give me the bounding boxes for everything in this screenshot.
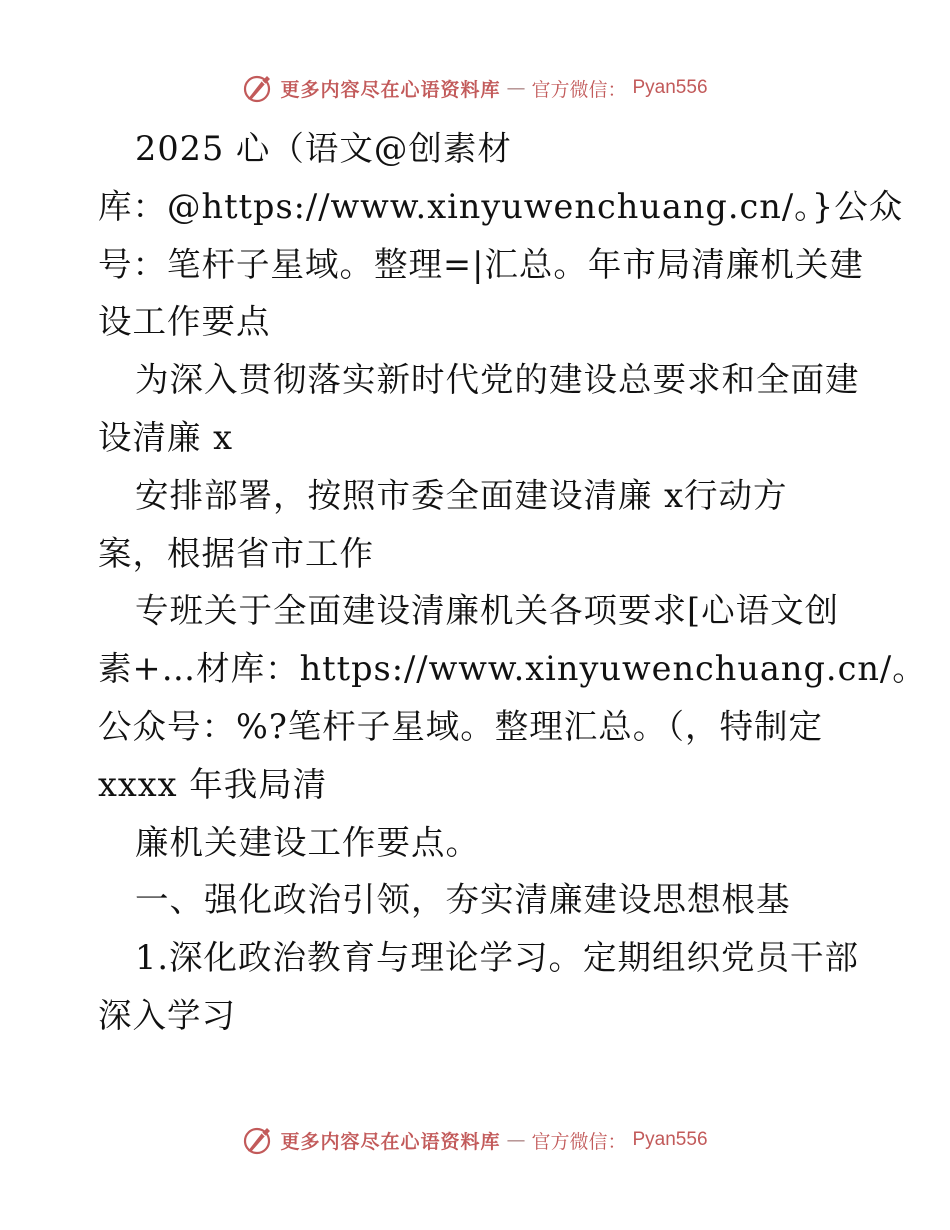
doc-line-12: xxxx 年我局清 [98, 764, 328, 804]
doc-line-13: 廉机关建设工作要点。 [135, 822, 480, 862]
doc-line-11: 公众号：%?笔杆子星域。整理汇总。（，特制定 [98, 706, 824, 746]
banner-dash: — [506, 1129, 526, 1151]
banner-wechat-id: Pyan556 [632, 1129, 708, 1150]
doc-line-2: 库：@https://www.xinyuwenchuang.cn/。}公众 [98, 186, 904, 226]
doc-line-7: 安排部署，按照市委全面建设清廉 x行动方 [135, 475, 788, 515]
footer-watermark-banner [0, 1124, 950, 1156]
doc-line-16: 深入学习 [98, 995, 236, 1035]
banner-official-label: 官方微信： [531, 78, 627, 101]
doc-line-10: 素+…材库：https://www.xinyuwenchuang.cn/。 [98, 649, 927, 689]
banner-main-text: 更多内容尽在心语资料库 [280, 1130, 501, 1153]
banner-wechat-id: Pyan556 [632, 77, 708, 98]
doc-line-1: 2025 心（语文@创素材 [135, 129, 512, 168]
doc-line-4: 设工作要点 [98, 302, 271, 342]
doc-line-6: 设清廉 x [98, 417, 234, 457]
document-body [98, 120, 927, 1045]
doc-line-9: 专班关于全面建设清廉机关各项要求[心语文创 [135, 591, 840, 631]
header-watermark-banner [0, 72, 950, 104]
doc-line-5: 为深入贯彻落实新时代党的建设总要求和全面建 [135, 360, 860, 400]
doc-line-15: 1.深化政治教育与理论学习。定期组织党员干部 [135, 938, 859, 978]
pen-circle-logo-icon [242, 72, 274, 104]
banner-official-label: 官方微信： [531, 1130, 627, 1153]
doc-line-8: 案，根据省市工作 [98, 533, 374, 573]
doc-line-3: 号：笔杆子星域。整理=|汇总。年市局清廉机关建 [98, 244, 864, 284]
banner-dash: — [506, 77, 526, 99]
doc-line-14: 一、强化政治引领，夯实清廉建设思想根基 [135, 880, 791, 920]
pen-circle-logo-icon [242, 1124, 274, 1156]
banner-main-text: 更多内容尽在心语资料库 [280, 78, 501, 101]
